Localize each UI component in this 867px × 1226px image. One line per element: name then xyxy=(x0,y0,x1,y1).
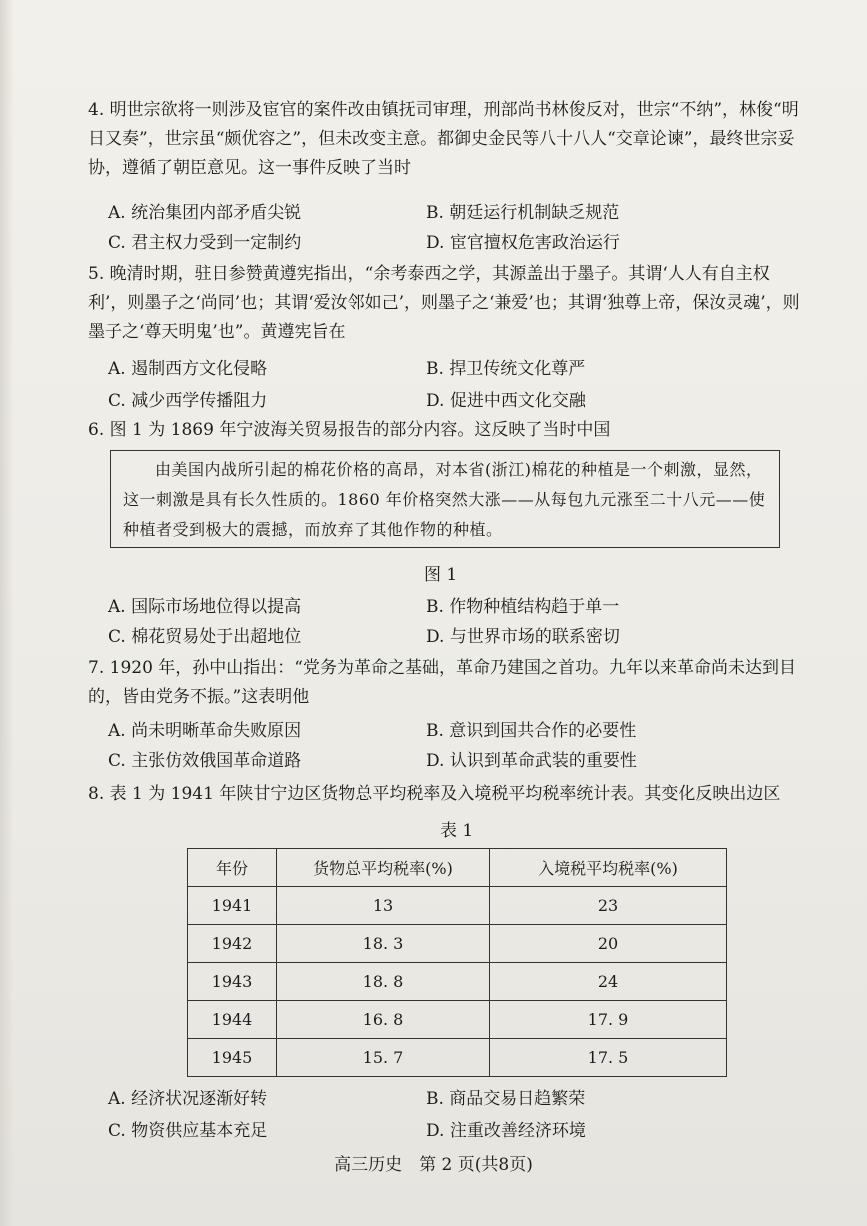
q4-option-c[interactable]: C. 君主权力受到一定制约 xyxy=(108,233,302,253)
table-cell: 17. 9 xyxy=(490,1001,727,1039)
table-header-total-rate: 货物总平均税率(%) xyxy=(277,849,490,887)
table-1 xyxy=(187,848,727,1077)
table-cell: 1942 xyxy=(188,925,277,963)
q7-option-b[interactable]: B. 意识到国共合作的必要性 xyxy=(426,721,637,741)
table-row xyxy=(188,887,727,925)
q4-option-b[interactable]: B. 朝廷运行机制缺乏规范 xyxy=(426,203,620,223)
table-cell: 13 xyxy=(277,887,490,925)
table-cell: 23 xyxy=(490,887,727,925)
question-7-stem: 7. 1920 年，孙中山指出：“党务为革命之基础，革命乃建国之首功。九年以来革命尚未达到目的，皆由党务不振。”这表明他 xyxy=(88,658,796,707)
figure-1-caption: 图 1 xyxy=(424,565,458,585)
q4-option-a[interactable]: A. 统治集团内部矛盾尖锐 xyxy=(108,203,302,223)
table-row xyxy=(188,1039,727,1077)
figure-1-quote-box xyxy=(110,450,780,548)
q5-option-c[interactable]: C. 减少西学传播阻力 xyxy=(108,391,268,411)
table-cell: 20 xyxy=(490,925,727,963)
q4-option-d[interactable]: D. 宦官擅权危害政治运行 xyxy=(426,233,620,253)
table-cell: 1943 xyxy=(188,963,277,1001)
table-cell: 18. 3 xyxy=(277,925,490,963)
table-cell: 24 xyxy=(490,963,727,1001)
figure-1-text: 由美国内战所引起的棉花价格的高昂，对本省(浙江)棉花的种植是一个刺激，显然，这一刺激是具有长久性质的。1860 年价格突然大涨——从每包九元涨至二十八元——使种植者受到极大的震撼，而放弃了其他作物的种植。 xyxy=(123,460,766,539)
q6-option-a[interactable]: A. 国际市场地位得以提高 xyxy=(108,597,302,617)
q6-option-c[interactable]: C. 棉花贸易处于出超地位 xyxy=(108,627,302,647)
question-4-stem: 4. 明世宗欲将一则涉及宦官的案件改由镇抚司审理，刑部尚书林俊反对，世宗“不纳”，林俊“明日又奏”，世宗虽“颇优容之”，但未改变主意。都御史金民等八十八人“交章论谏”，最终世宗妥协，遵循了朝臣意见。这一事件反映了当时 xyxy=(88,100,799,178)
q8-option-c[interactable]: C. 物资供应基本充足 xyxy=(108,1121,268,1141)
question-8-stem: 8. 表 1 为 1941 年陕甘宁边区货物总平均税率及入境税平均税率统计表。其变化反映出边区 xyxy=(88,784,781,804)
table-row xyxy=(188,963,727,1001)
table-cell: 1941 xyxy=(188,887,277,925)
table-header-entry-rate: 入境税平均税率(%) xyxy=(490,849,727,887)
table-header-row xyxy=(188,849,727,887)
page-footer: 高三历史 第 2 页(共8页) xyxy=(334,1155,533,1175)
table-cell: 1944 xyxy=(188,1001,277,1039)
q5-option-a[interactable]: A. 遏制西方文化侵略 xyxy=(108,359,268,379)
question-6-stem: 6. 图 1 为 1869 年宁波海关贸易报告的部分内容。这反映了当时中国 xyxy=(88,420,611,440)
q6-option-b[interactable]: B. 作物种植结构趋于单一 xyxy=(426,597,620,617)
table-cell: 17. 5 xyxy=(490,1039,727,1077)
table-1-caption: 表 1 xyxy=(440,821,474,841)
q6-option-d[interactable]: D. 与世界市场的联系密切 xyxy=(426,627,620,647)
table-cell: 18. 8 xyxy=(277,963,490,1001)
question-8-options xyxy=(108,1084,728,1146)
q7-option-d[interactable]: D. 认识到革命武装的重要性 xyxy=(426,751,637,771)
question-6-options xyxy=(108,592,728,652)
question-5-options xyxy=(108,354,728,416)
question-5-stem: 5. 晚清时期，驻日参赞黄遵宪指出，“余考泰西之学，其源盖出于墨子。其谓‘人人有自主权利’，则墨子之‘尚同’也；其谓‘爱汝邻如己’，则墨子之‘兼爱’也；其谓‘独尊上帝，保汝灵魂’，则墨子之‘尊天明鬼’也”。黄遵宪旨在 xyxy=(88,264,800,342)
question-4-options xyxy=(108,198,728,258)
q8-option-b[interactable]: B. 商品交易日趋繁荣 xyxy=(426,1089,586,1109)
table-cell: 16. 8 xyxy=(277,1001,490,1039)
table-header-year: 年份 xyxy=(188,849,277,887)
table-row xyxy=(188,1001,727,1039)
table-row xyxy=(188,925,727,963)
q7-option-c[interactable]: C. 主张仿效俄国革命道路 xyxy=(108,751,302,771)
q7-option-a[interactable]: A. 尚未明晰革命失败原因 xyxy=(108,721,302,741)
table-cell: 1945 xyxy=(188,1039,277,1077)
question-7-options xyxy=(108,716,728,776)
q8-option-a[interactable]: A. 经济状况逐渐好转 xyxy=(108,1089,268,1109)
table-cell: 15. 7 xyxy=(277,1039,490,1077)
q5-option-d[interactable]: D. 促进中西文化交融 xyxy=(426,391,586,411)
q8-option-d[interactable]: D. 注重改善经济环境 xyxy=(426,1121,586,1141)
q5-option-b[interactable]: B. 捍卫传统文化尊严 xyxy=(426,359,586,379)
